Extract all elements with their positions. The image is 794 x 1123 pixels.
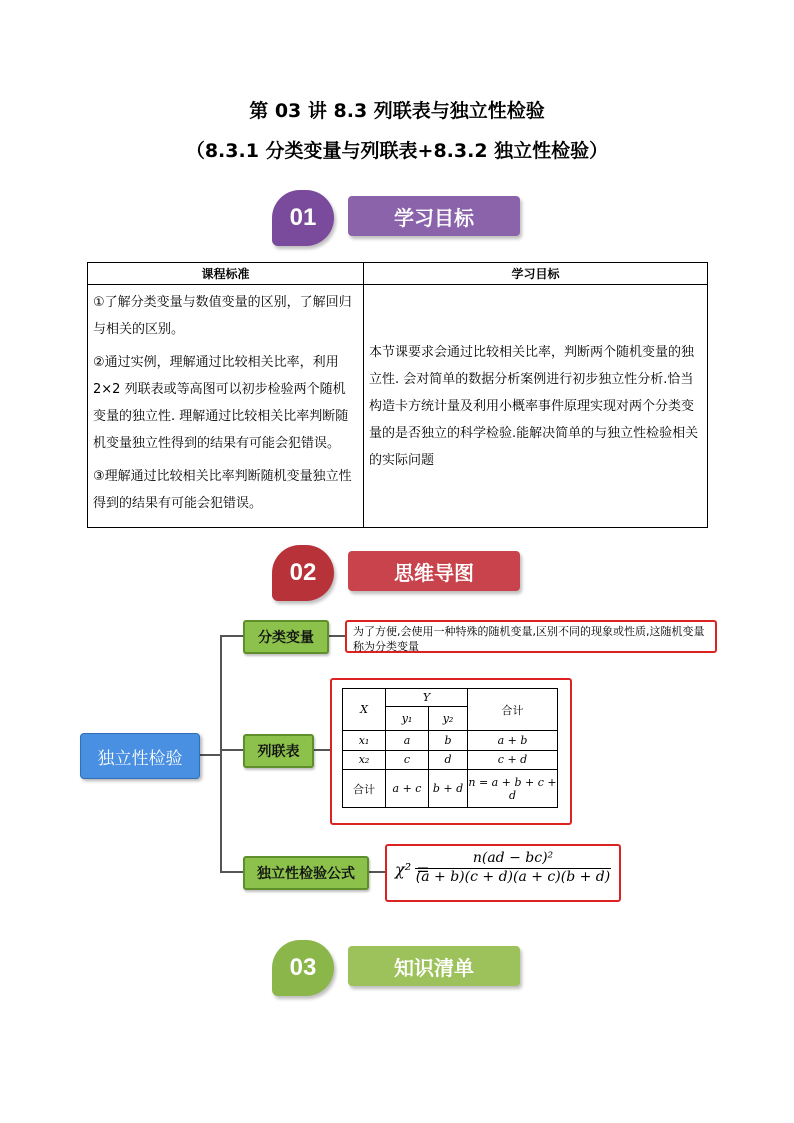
node-test-formula: 独立性检验公式 <box>243 856 369 890</box>
cell: X <box>343 689 386 731</box>
mindmap-root: 独立性检验 <box>80 733 200 779</box>
contingency-table <box>342 688 558 808</box>
standard-item: ②通过实例，理解通过比较相关比率，利用 2×2 列联表或等高图可以初步检验两个随机变量的独立性. 理解通过比较相关比率判断随机变量独立性得到的结果有可能会犯错误。 <box>93 355 349 451</box>
page-title: 第 03 讲 8.3 列联表与独立性检验 <box>249 100 545 122</box>
connector <box>220 635 243 637</box>
cell: 合计 <box>468 689 558 731</box>
connector <box>220 635 222 872</box>
connector <box>220 749 243 751</box>
cell: x₁ <box>343 731 386 751</box>
formula-denominator: (a + b)(c + d)(a + c)(b + d) <box>415 869 611 885</box>
goals-table <box>87 262 708 528</box>
cell: a + b <box>468 731 558 751</box>
table-header: 课程标准 <box>88 263 364 285</box>
cell: 合计 <box>343 770 386 808</box>
cell: y₂ <box>429 707 468 731</box>
cell: x₂ <box>343 750 386 770</box>
table-header: 学习目标 <box>364 263 708 285</box>
formula-fraction <box>415 850 611 885</box>
connector <box>220 871 243 873</box>
standard-item: ①了解分类变量与数值变量的区别，了解回归与相关的区别。 <box>93 295 352 337</box>
standard-item: ③理解通过比较相关比率判断随机变量独立性得到的结果有可能会犯错误。 <box>93 469 352 511</box>
contingency-box <box>330 678 572 825</box>
node-contingency-table: 列联表 <box>243 734 314 768</box>
cell: a <box>386 731 429 751</box>
mind-map <box>0 600 794 920</box>
cell: b <box>429 731 468 751</box>
section-number: 03 <box>272 940 334 996</box>
objective-cell: 本节课要求会通过比较相关比率，判断两个随机变量的独立性. 会对简单的数据分析案例进行初步独立性分析.恰当构造卡方统计量及利用小概率事件原理实现对两个分类变量的是否独立的科学检验.能解决简单的与独立性检验相关的实际问题 <box>364 285 708 528</box>
cell: b + d <box>429 770 468 808</box>
cell: Y <box>386 689 468 707</box>
section-number: 01 <box>272 190 334 246</box>
page-subtitle: （8.3.1 分类变量与列联表+8.3.2 独立性检验） <box>185 140 609 162</box>
cell: a + c <box>386 770 429 808</box>
formula-box <box>385 844 621 902</box>
section-label: 思维导图 <box>348 551 520 591</box>
cell: c + d <box>468 750 558 770</box>
node-categorical-variable: 分类变量 <box>243 620 329 654</box>
section-number: 02 <box>272 545 334 601</box>
formula-numerator: n(ad − bc)² <box>415 850 611 869</box>
cell: c <box>386 750 429 770</box>
standards-cell <box>88 285 364 528</box>
cell: y₁ <box>386 707 429 731</box>
cell: d <box>429 750 468 770</box>
section-label: 学习目标 <box>348 196 520 236</box>
connector <box>198 754 220 756</box>
formula-lhs: χ² = <box>395 860 430 879</box>
cell: n = a + b + c + d <box>468 770 558 808</box>
definition-box: 为了方便,会使用一种特殊的随机变量,区别不同的现象或性质,这随机变量称为分类变量 <box>345 620 717 653</box>
section-label: 知识清单 <box>348 946 520 986</box>
